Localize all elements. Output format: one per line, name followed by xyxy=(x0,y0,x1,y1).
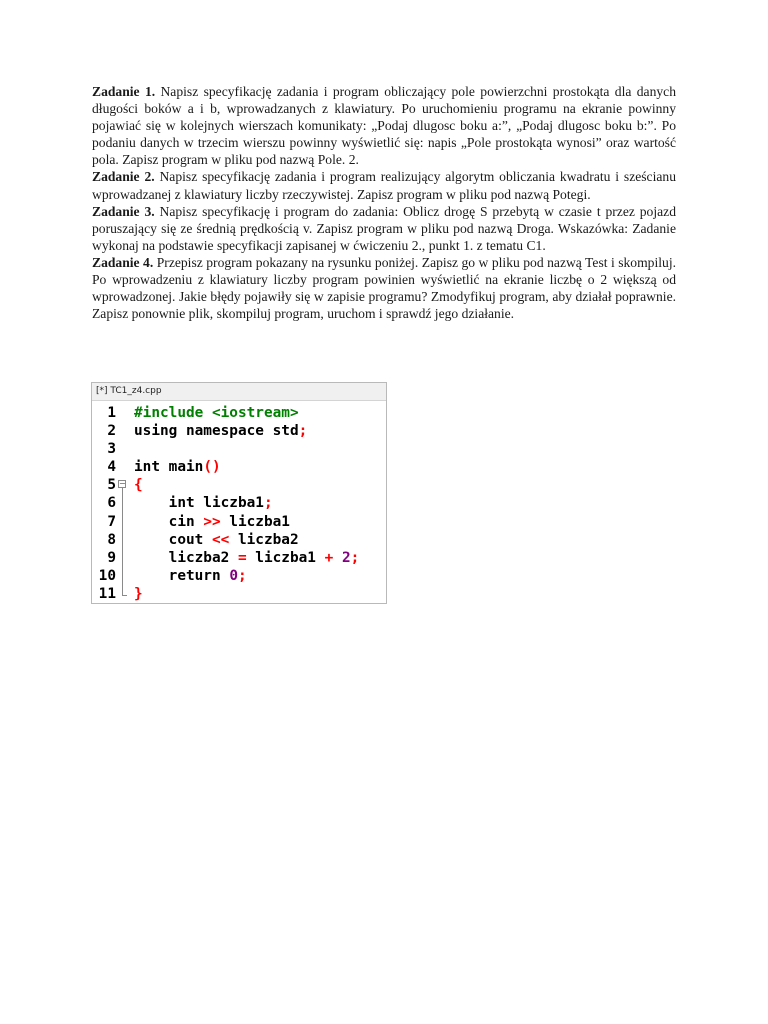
task-4-title: Zadanie 4. xyxy=(92,254,154,270)
line-number: 11 xyxy=(98,585,116,602)
code-token: return xyxy=(134,567,230,584)
code-text xyxy=(134,404,299,422)
code-token: + xyxy=(324,549,334,566)
fold-gutter xyxy=(118,494,128,512)
task-2-title: Zadanie 2. xyxy=(92,169,155,185)
task-1-body: Napisz specyfikację zadania i program obliczający pole powierzchni prostokąta dla danych długości boków a i b, wprowadzanych z klawiatury. Po uruchomieniu programu na ekranie powinny pojawiać się w kolejnych wierszach komunikaty: „Podaj dlugosc boku a:”, „Podaj dlugosc boku b:”. Po podaniu danych w trzecim wierszu powinny wyświetlić się: napis „Pole prostokąta wynosi” oraz wartość pola. Zapisz program w pliku pod nazwą Pole. 2. xyxy=(92,84,676,168)
code-token: () xyxy=(203,459,221,476)
code-text xyxy=(134,494,273,512)
code-token: cin xyxy=(134,513,204,530)
code-token: int liczba1 xyxy=(134,495,264,512)
fold-gutter xyxy=(118,513,128,531)
task-3 xyxy=(92,203,676,254)
code-line-11 xyxy=(92,585,386,603)
code-line-10 xyxy=(92,567,386,585)
line-number: 2 xyxy=(107,423,116,440)
code-text xyxy=(134,531,299,549)
code-token: ; xyxy=(263,495,273,512)
fold-guide-line xyxy=(122,585,123,595)
fold-collapse-icon[interactable]: − xyxy=(119,479,126,489)
code-text xyxy=(134,422,307,440)
code-token: liczba2 xyxy=(229,531,299,548)
fold-guide-line xyxy=(122,513,123,531)
code-line-7 xyxy=(92,513,386,531)
code-body xyxy=(92,401,386,603)
code-token: #include <iostream> xyxy=(134,405,299,421)
task-4-body: Przepisz program pokazany na rysunku poniżej. Zapisz go w pliku pod nazwą Test i skompiluj. Po wprowadzeniu z klawiatury liczby program powinien wyświetlić na ekranie liczbę o 2 większą od wprowadzonej. Jakie błędy pojawiły się w zapisie programu? Zmodyfikuj program, aby działał poprawnie. Zapisz ponownie plik, skompiluj program, uruchom i sprawdź jego działanie. xyxy=(92,254,677,322)
code-token: } xyxy=(134,585,143,602)
fold-guide-line xyxy=(122,494,123,512)
code-text xyxy=(134,585,143,603)
fold-gutter xyxy=(118,476,128,494)
code-token: 2 xyxy=(341,549,351,566)
code-token: liczba2 xyxy=(134,549,238,566)
code-text xyxy=(134,476,143,494)
code-token: liczba1 xyxy=(246,549,325,566)
line-number: 9 xyxy=(107,549,116,566)
code-text xyxy=(134,513,290,531)
fold-gutter xyxy=(118,458,128,476)
line-number: 10 xyxy=(98,567,116,584)
task-2-body: Napisz specyfikację zadania i program realizujący algorytm obliczania kwadratu i sześcianu wprowadzanej z klawiatury liczby rzeczywistej. Zapisz program w pliku pod nazwą Potegi. xyxy=(92,169,676,202)
task-1-title: Zadanie 1. xyxy=(92,84,156,99)
code-line-3 xyxy=(92,440,386,458)
code-token: ; xyxy=(237,567,247,584)
line-number: 3 xyxy=(107,441,116,458)
task-2 xyxy=(92,168,676,202)
code-line-9 xyxy=(92,549,386,567)
fold-end-marker xyxy=(122,595,127,596)
line-number: 7 xyxy=(107,513,116,530)
line-number: 4 xyxy=(107,459,116,476)
task-1 xyxy=(92,83,676,168)
code-text xyxy=(134,458,221,476)
code-line-8 xyxy=(92,531,386,549)
code-token: using namespace std xyxy=(134,423,299,440)
fold-gutter xyxy=(118,422,128,440)
code-token: << xyxy=(211,531,230,548)
task-3-body: Napisz specyfikację i program do zadania: Oblicz drogę S przebytą w czasie t przez pojazd poruszający się ze średnią prędkością v. Zapisz program w pliku pod nazwą Droga. Wskazówka: Zadanie wykonaj na podstawie specyfikacji zapisanej w ćwiczeniu 2., punkt 1. z tematu C1. xyxy=(92,203,676,253)
code-token: { xyxy=(134,477,143,494)
code-token xyxy=(333,550,342,566)
code-line-6 xyxy=(92,494,386,512)
fold-gutter xyxy=(118,567,128,585)
line-number: 8 xyxy=(107,531,116,548)
code-token: = xyxy=(237,549,247,566)
exercise-list xyxy=(92,83,676,322)
fold-gutter xyxy=(118,585,128,603)
code-token: int main xyxy=(134,459,204,476)
code-token: ; xyxy=(298,423,308,440)
fold-guide-line xyxy=(122,567,123,585)
code-token: cout xyxy=(134,531,212,548)
fold-gutter xyxy=(118,404,128,422)
fold-guide-line xyxy=(122,531,123,549)
editor-file-tab: [*] TC1_z4.cpp xyxy=(92,383,386,401)
code-line-4 xyxy=(92,458,386,476)
code-text xyxy=(134,549,359,567)
code-text xyxy=(134,567,247,585)
code-token: >> xyxy=(203,513,221,530)
fold-gutter xyxy=(118,549,128,567)
code-line-1 xyxy=(92,404,386,422)
code-token: 0 xyxy=(229,567,238,584)
line-number: 5 xyxy=(107,477,116,494)
code-token: ; xyxy=(350,549,360,566)
line-number: 1 xyxy=(107,405,116,421)
fold-gutter xyxy=(118,440,128,458)
code-line-5 xyxy=(92,476,386,494)
task-4 xyxy=(92,254,676,322)
code-line-2 xyxy=(92,422,386,440)
fold-gutter xyxy=(118,531,128,549)
line-number: 6 xyxy=(107,495,116,512)
code-editor-screenshot xyxy=(91,382,387,604)
fold-guide-line xyxy=(122,549,123,567)
code-token: liczba1 xyxy=(220,513,290,530)
task-3-title: Zadanie 3. xyxy=(92,203,155,219)
